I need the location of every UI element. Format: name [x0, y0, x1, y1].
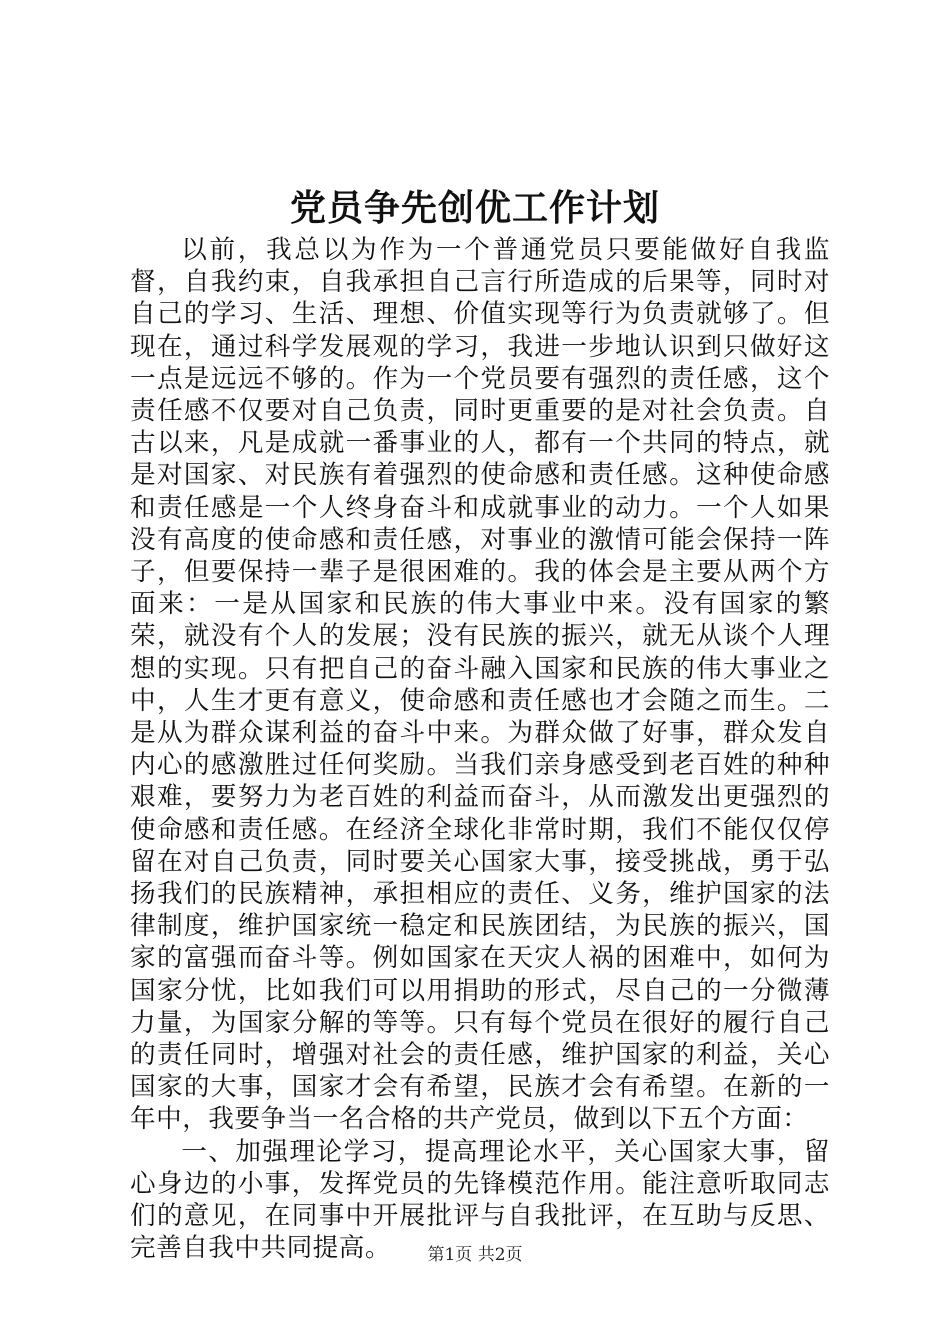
document-body	[130, 234, 830, 1265]
page-footer: 第1页 共2页	[427, 1245, 523, 1265]
body-paragraph: 一、加强理论学习，提高理论水平，关心国家大事，留心身边的小事，发挥党员的先锋模范作用。能注意听取同志们的意见，在同事中开展批评与自我批评，在互助与反思、完善自我中共同提高。	[130, 1136, 830, 1264]
body-paragraph: 以前，我总以为作为一个普通党员只要能做好自我监督，自我约束，自我承担自己言行所造成的后果等，同时对自己的学习、生活、理想、价值实现等行为负责就够了。但现在，通过科学发展观的学习，我进一步地认识到只做好这一点是远远不够的。作为一个党员要有强烈的责任感，这个责任感不仅要对自己负责，同时更重要的是对社会负责。自古以来，凡是成就一番事业的人，都有一个共同的特点，就是对国家、对民族有着强烈的使命感和责任感。这种使命感和责任感是一个人终身奋斗和成就事业的动力。一个人如果没有高度的使命感和责任感，对事业的激情可能会保持一阵子，但要保持一辈子是很困难的。我的体会是主要从两个方面来：一是从国家和民族的伟大事业中来。没有国家的繁荣，就没有个人的发展；没有民族的振兴，就无从谈个人理想的实现。只有把自己的奋斗融入国家和民族的伟大事业之中，人生才更有意义，使命感和责任感也才会随之而生。二是从为群众谋利益的奋斗中来。为群众做了好事，群众发自内心的感激胜过任何奖励。当我们亲身感受到老百姓的种种艰难，要努力为老百姓的利益而奋斗，从而激发出更强烈的使命感和责任感。在经济全球化非常时期，我们不能仅仅停留在对自己负责，同时要关心国家大事，接受挑战，勇于弘扬我们的民族精神，承担相应的责任、义务，维护国家的法律制度，维护国家统一稳定和民族团结，为民族的振兴，国家的富强而奋斗等。例如国家在天灾人祸的困难中，如何为国家分忧，比如我们可以用捐助的形式，尽自己的一分微薄力量，为国家分解的等等。只有每个党员在很好的履行自己的责任同时，增强对社会的责任感，维护国家的利益，关心国家的大事，国家才会有希望，民族才会有希望。在新的一年中，我要争当一名合格的共产党员，做到以下五个方面：	[130, 235, 830, 1135]
document-title: 党员争先创优工作计划	[289, 187, 660, 229]
